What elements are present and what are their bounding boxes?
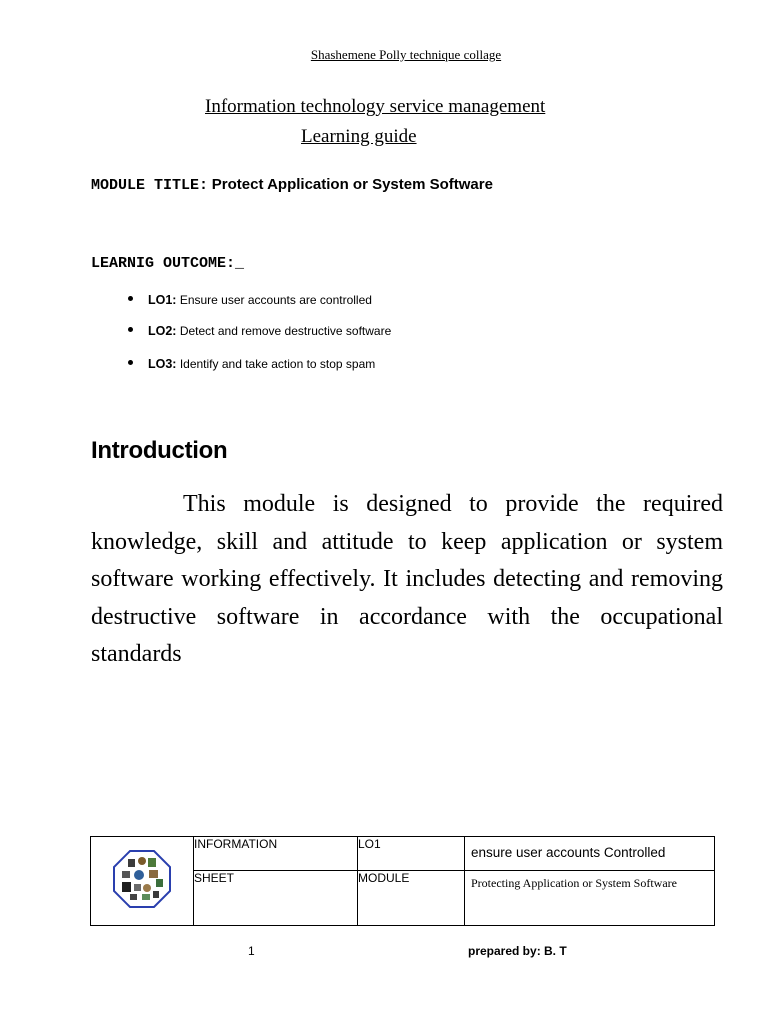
college-name: Shashemene Polly technique collage <box>310 47 502 62</box>
sheet-cell: SHEET <box>194 871 358 926</box>
module-desc-cell: Protecting Application or System Software <box>465 871 715 926</box>
lo-desc-cell: ensure user accounts Controlled <box>465 837 715 871</box>
bullet-icon <box>128 327 133 332</box>
module-title-value: Protect Application or System Software <box>211 176 493 193</box>
bullet-icon <box>128 360 133 365</box>
learning-guide-title: Learning guide <box>301 126 417 147</box>
learning-outcome-item <box>128 357 375 371</box>
info-sheet-table <box>90 836 715 926</box>
introduction-heading: Introduction <box>91 437 228 464</box>
lo-text: Identify and take action to stop spam <box>179 357 376 371</box>
lo-text: Ensure user accounts are controlled <box>179 293 372 307</box>
learning-outcome-heading: LEARNIG OUTCOME:_ <box>91 255 245 272</box>
course-title: Information technology service management <box>205 96 546 117</box>
lo-cell: LO1 <box>358 837 465 871</box>
bullet-icon <box>128 296 133 301</box>
school-logo-icon <box>112 849 172 909</box>
introduction-paragraph: This module is designed to provide the required knowledge, skill and attitude to keep application or system software working effectively. It includes detecting and removing destructive software in accordance with the occupational standards <box>91 491 723 667</box>
module-title-line <box>91 176 493 194</box>
lo-code: LO3: <box>148 357 177 371</box>
page-number: 1 <box>248 944 255 958</box>
lo-text: Detect and remove destructive software <box>179 324 392 338</box>
prepared-by: prepared by: B. T <box>468 944 567 958</box>
learning-outcome-item <box>128 324 391 338</box>
learning-outcome-item <box>128 293 372 307</box>
info-cell: INFORMATION <box>194 837 358 871</box>
module-cell: MODULE <box>358 871 465 926</box>
lo-code: LO2: <box>148 324 177 338</box>
lo-code: LO1: <box>148 293 177 307</box>
logo-cell <box>91 837 194 926</box>
module-title-label: MODULE TITLE: <box>91 177 209 194</box>
